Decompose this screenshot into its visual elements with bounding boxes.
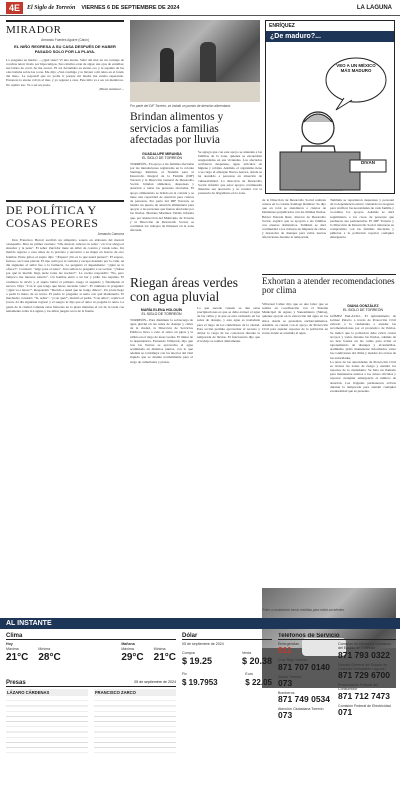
clima-today-label: Hoy <box>6 642 13 646</box>
min-value: 28°C <box>38 652 61 664</box>
tel-number: 073 <box>278 677 293 688</box>
tel-number: 871 749 0534 <box>278 694 330 705</box>
presa-zarco-title: FRANCISCO ZARCO <box>94 689 176 696</box>
riegan-byline <box>130 308 193 316</box>
tel-number: 871 793 0322 <box>338 649 390 660</box>
dolar-sell-price: $ 20.38 <box>241 656 272 667</box>
presas-cols <box>6 689 176 756</box>
tel-number: 871 729 6700 <box>338 670 390 681</box>
euro-value: $ 22.05 <box>245 677 272 687</box>
presas-title-text: Presas <box>6 680 26 686</box>
byline-name: MARÍA ELENA HOLGUÍN <box>140 308 183 312</box>
enriquez-cartoon <box>265 20 395 194</box>
min-value: 21°C <box>153 652 176 664</box>
byline-outlet: EL SIGLO DE TORREÓN <box>141 312 182 316</box>
riegan-columns <box>130 306 260 364</box>
presa-lazaro-title: LÁZARO CÁRDENAS <box>6 689 88 696</box>
al-instante-section <box>0 618 400 795</box>
mirador-title: MIRADOR <box>6 24 62 36</box>
tel-label: Emergencias <box>278 642 299 646</box>
telefonos-cols <box>278 642 396 723</box>
speech-bubble-tail <box>336 98 352 110</box>
tel-number: 871 712 7473 <box>338 690 390 701</box>
dolar-fix-label: Fix <box>182 672 187 677</box>
tel-label: Simas Torreón <box>278 674 302 679</box>
exhortan-byline <box>330 304 396 312</box>
cartoonist-label: ENRÍQUEZ <box>269 23 295 29</box>
presa-zarco-lines <box>94 696 176 756</box>
tel-label: Bomberos <box>278 690 295 695</box>
brindan-text-1: TORREÓN.- En apoyo a las familias afectadas por las inundaciones registradas en la colonia Santiago Ramírez, el Sistema para el Desarrollo Integral de la Familia (DIF) Torreón y la Dirección General de Desarrollo Social, brindan alimentos, despensas y atención a todas las personas afectadas. El apoyo alimentario se brinda en la colonia y se tiene una capacidad de atención para cientos de personas. Por parte del DIF Torreón, se instaló un puesto de atención alimentaria para apoyar a las personas que fueron afectadas por las lluvias. Mariana Martínez Valdés informó que, por instrucción del Municipio de Torreón y la Dirección de Desarrollo Social, se continúan los trabajos de limpieza en la zona afectada. <box>130 161 194 232</box>
exhortan-text-1: GÓMEZ PALACIO.- El Ayuntamiento de Gómez Palacio a través de Protección Civil exhortó a la ciudadanía a atender las recomendaciones por el pronóstico de lluvias. Se indicó que la población debe evitar cruzar arroyos y vados durante las lluvias, además de no tirar basura en las calles para evitar el taponamiento de drenajes y alcantarillas. Asimismo pidió mantenerse informados sobre las condiciones del clima y atender los avisos de las autoridades. <box>330 314 396 360</box>
exhortan-text-2: La tarea de las autoridades de Protección Civil es revisar las zonas de riesgo y atender los reportes de la ciudadanía. Se hizo un llamado para mantenerse atentos a los avisos oficiales y reportar cualquier emergencia al número de atención. Las brigadas permanecen activas durante la temporada para atender cualquier eventualidad que se presente. <box>330 359 396 393</box>
dolar-fix <box>182 672 218 686</box>
max-label: Máxima <box>6 647 19 652</box>
presas-box <box>6 680 176 756</box>
tel-number: 911 <box>278 645 292 656</box>
presa-lazaro-lines <box>6 696 88 756</box>
page-header <box>0 0 400 16</box>
dolar-sell <box>242 651 272 666</box>
clima-title: Clima <box>6 633 176 640</box>
tel-number: 071 <box>338 707 353 718</box>
brindan-text-3: de la Dirección de Desarrollo Social realizan censos en la colonia Santiago Ramírez. Se dijo que en total se atendieron a cientos de habitantes perjudicados con las últimas lluvias. Héctor Estrada Ruiz, director de Desarrollo Social, explicó que se apoyará a las familias con enseres domésticos. También se dará continuidad a los trabajos de limpieza de calles y desazolve de drenajes para evitar nuevas afectaciones durante la temporada. <box>262 198 326 240</box>
riegan-headline: Riegan áreas verdes con agua pluvial <box>130 276 238 304</box>
page-date: VIERNES 6 DE SEPTIEMBRE DE 2024 <box>81 4 180 11</box>
presas-title <box>6 680 176 687</box>
dolar-buy-label: Compra <box>182 651 195 656</box>
paper-name: El Siglo de Torreón <box>27 4 76 11</box>
dolar-sell-label: Venta <box>241 651 252 656</box>
max-value: 21°C <box>6 652 29 664</box>
max-label: Máxima <box>121 647 134 652</box>
byline-outlet: EL SIGLO DE TORREÓN <box>342 308 383 312</box>
max-value: 29°C <box>121 652 144 664</box>
clima-box <box>6 633 176 663</box>
riegan-text-2: Lo que sucede cuando se dan estas precipitaciones es que se debe extraer el agua de las calles y la que se está vertiendo en las redes de drenaje, y esta agua es trasladada para el riego de los camellones de la ciudad. Esta acción permite aprovechar el recurso y aliviar la carga de los colectores durante la temporada de lluvias. El funcionario dijo que el trabajo se realiza diariamente. <box>197 306 260 344</box>
armchair <box>280 152 360 190</box>
exhortan-headline: Exhortan a atender recomendaciones por clima <box>262 276 395 295</box>
speech-text: VEO A UN MÉXICO MÁS MADURO <box>336 63 376 73</box>
tel-label: Atención Ciudadana Torreón <box>278 707 324 712</box>
clima-today-max <box>6 647 28 663</box>
tel-label: Procuraduría Federal del Consumidor <box>338 683 378 692</box>
al-instante-bar: AL INSTANTE <box>0 618 400 629</box>
clima-tomorrow-temps <box>121 647 176 663</box>
riegan-story <box>130 276 260 616</box>
dolar-date: 05 de septiembre de 2024 <box>182 642 224 646</box>
dolar-fix-row <box>182 672 272 686</box>
presa-lazaro <box>6 689 88 756</box>
riegan-col-1 <box>130 306 193 364</box>
politica-body: Don Francisco Burcal escribió un simpático soneto en alabanza del mezcal oaxaqueño. Dice su primer cuarteto: "Oh, mezcal, sabroso tu sabor / en ti se ahoga el sinsabor y la pena". El señor Zurcidor tiene un taller de costura y vende telas. Un marido regresó a casa antes de lo previsto y encontró a su mujer en brazos de otro hombre. Entre gritos el sujeto dijo: "¡Espere! ¡No es lo que usted piensa!". El esposo, furioso, sacó una pistola. El tipo saltó por la ventana y escapó desnudo por la calle. Al día siguiente el señor fue a la farmacia. Le preguntó el dependiente: "¿Qué se le ofrece?". Contestó: "Algo para el susto". Una señora le preguntó a su vecina: "¿Sabes por qué tu marido llega tarde todas las noches?". La vecina respondió: "No, pero tampoco me interesa saberlo". Un hombre entró a un bar y pidió tres tequilas. El cantinero le sirvió y el sujeto bebió el primero, luego el segundo y finalmente el tercero. Dijo: "Con lo que tengo que hacer, necesito valor". El cantinero le preguntó: "¿Qué va a hacer?". Respondió: "Decirle a usted que no traigo dinero". Un joven llegó a pedir la mano de su novia. El padre le preguntó si tenía con qué mantenerla. El muchacho contestó: "Sí, señor". "¿Con qué?", insistió el padre. "Con amor", replicó el joven. Al día siguiente regresó y el suegro le dijo que el amor no pagaba la renta. La gente de la ciudad comenta estas historias en la plaza mientras el sol de la tarde cae lentamente sobre la Laguna y los niños juegan cerca de la fuente. <box>6 238 124 313</box>
photo-table <box>130 82 260 102</box>
brindan-caption: Por parte del DIF Torreón, se instaló un puesto de atención alimentaria. <box>130 104 231 108</box>
clima-today-min <box>38 647 60 663</box>
mirador-author: Armando Fuentes Aguirre (Catón) <box>41 38 89 42</box>
clima-today-temps <box>6 647 61 663</box>
politica-author: Armando Camorra <box>97 232 124 236</box>
byline-name: DIANA GONZÁLEZ <box>347 304 379 308</box>
page-number: 4E <box>6 2 23 14</box>
brindan-photo <box>130 20 260 102</box>
tel-label: Cruz Roja Torreón <box>278 658 308 663</box>
tel-number: 871 707 0140 <box>278 661 330 672</box>
riegan-text-3: Villarreal Cañez dijo que es una labor que se realiza en coordinación con el Sistema Municipal de Aguas y Saneamiento (Simas), quienes apoyan en la extracción del agua en los sitios donde se presentan encharcamientos. Además, se cuenta con el apoyo de Protección Civil para atender reportes de la población en zonas donde se acumula el agua. <box>262 302 328 336</box>
dolar-prices <box>182 651 272 666</box>
telefonos-left <box>278 642 334 723</box>
dolar-box <box>182 633 272 687</box>
min-label: Mínima <box>38 647 51 652</box>
politica-column <box>6 200 124 614</box>
tel-label: Fiscalía General del Estado de Coahuila Delegación Laguna I <box>338 662 388 671</box>
dolar-buy-price: $ 19.25 <box>182 656 213 667</box>
divan-text: DIVÁN <box>360 160 375 165</box>
telefonos-right <box>338 642 396 723</box>
brindan-byline <box>130 152 194 160</box>
section-rule <box>6 200 124 202</box>
dolar-title: Dólar <box>182 633 272 640</box>
mirador-subtitle: EL NIÑO REGRESA A SU CASA DESPUÉS DE HABER PASADO SOLO POR LA PLAYA. <box>14 44 116 54</box>
byline-name: GUADALUPE MIRANDA <box>142 151 182 156</box>
brindan-col-1 <box>130 150 194 233</box>
section-rule <box>6 20 124 22</box>
telefonos-box <box>278 633 396 793</box>
brindan-headline: Brindan alimentos y servicios a familias afectadas por lluvia <box>130 112 224 146</box>
dolar-fix-value: $ 19.7953 <box>182 677 218 687</box>
tel-number: 073 <box>278 710 293 721</box>
clima-tomorrow-label: Mañana <box>121 642 135 646</box>
telefonos-title: Teléfonos de Servicio <box>278 633 396 640</box>
tel-label: Comisión Federal de Electricidad <box>338 703 391 708</box>
dolar-buy <box>182 651 212 666</box>
cartoon-title: ¿De maduro?... <box>266 31 394 42</box>
presas-date: 05 de septiembre de 2024 <box>134 680 176 684</box>
section-name: LA LAGUNA <box>356 4 392 11</box>
mirador-body: Lo pregunta su madre: —¿Qué viste? Vi una sirena. Salió del mar en un carruaje de conchas nácar tirado por hipocampos. Sus cabellos eran de algas; sus ojos de estrellas; sus labios de coral. Se me acercó. El sol derramaba su eterno oro y la espuma de las olas bailaba sobre las rocas. Me dijo: «Ven conmigo y te llevaré a mi reino en el fondo del mar». Le respondí que no podía ir porque mi madre me estaba esperando. Entonces la sirena volvió al mar, y yo regresé a casa. Este niño va a ser un mentiroso. No repitió eso. Va a ser un poeta. <box>6 57 124 87</box>
min-label: Mínima <box>153 647 166 652</box>
politica-title: DE POLÍTICA Y COSAS PEORES <box>6 203 99 230</box>
brindan-text-2: Se agregó que con este apoyo se atienden a las familias de la zona, quienes se encuentran resguardadas en sus viviendas. Los afectados recibieron despensas, agua, artículos de higiene y cobijas. Además, el organismo tiene a su cargo el albergue Nueva Aurora, donde se ha atendido a personas en situación de vulnerabilidad. La dirección de Desarrollo Social informó que estos apoyos continuarán mientras sea necesario y se contará con la presencia de brigadistas en la zona. <box>198 149 262 196</box>
clima-tomorrow-max <box>121 647 143 663</box>
mirador-column <box>6 20 124 198</box>
brindan-story-continued <box>262 198 396 272</box>
tel-label: Comisión de Derechos Humanos del Estado de Coahuila <box>338 642 391 651</box>
byline-outlet: EL SIGLO DE TORREÓN <box>141 155 182 160</box>
mirador-signoff: ¡Hasta mañana!… <box>98 86 124 91</box>
euro-label: Euro <box>245 672 253 677</box>
exhortan-caption: Piden a ciudadanos tomar medidas para evitar accidentes. <box>262 608 345 612</box>
brindan-story <box>130 112 262 272</box>
riegan-text-1: TORREÓN.- Para disminuir la sobrecarga de agua pluvial en las redes de drenaje y calles de la ciudad, la Dirección de Servicios Públicos lleva a cabo el retiro en pipas y la utiliza en el riego de áreas verdes. El titular de la dependencia, Fernando Villarreal, dijo que tras las lluvias se aprovecha el agua acumulada en distintos puntos, con lo que además se contribuye con los ahorros del vital líquido que se destina normalmente para el riego de camellones y plazas. <box>130 318 193 364</box>
clima-rows <box>6 642 176 663</box>
brindan-text-4: También se repartieron despensas y personal de la dependencia estuvo visitando los hogares para verificar las necesidades de cada familia y coordinar los apoyos. Además se dará seguimiento a los casos de personas que perdieron sus pertenencias. El DIF Torreón y la Dirección de Desarrollo Social reiteraron su compromiso con las familias afectadas y pidieron a la población reportar cualquier emergencia. <box>330 198 394 240</box>
brindan-columns <box>130 150 262 233</box>
clima-tomorrow <box>121 642 176 663</box>
clima-today <box>6 642 61 663</box>
clima-tomorrow-min <box>154 647 176 663</box>
exhortan-columns <box>330 302 396 502</box>
euro <box>245 672 272 686</box>
exhortan-story <box>262 274 396 304</box>
presa-zarco <box>94 689 176 756</box>
